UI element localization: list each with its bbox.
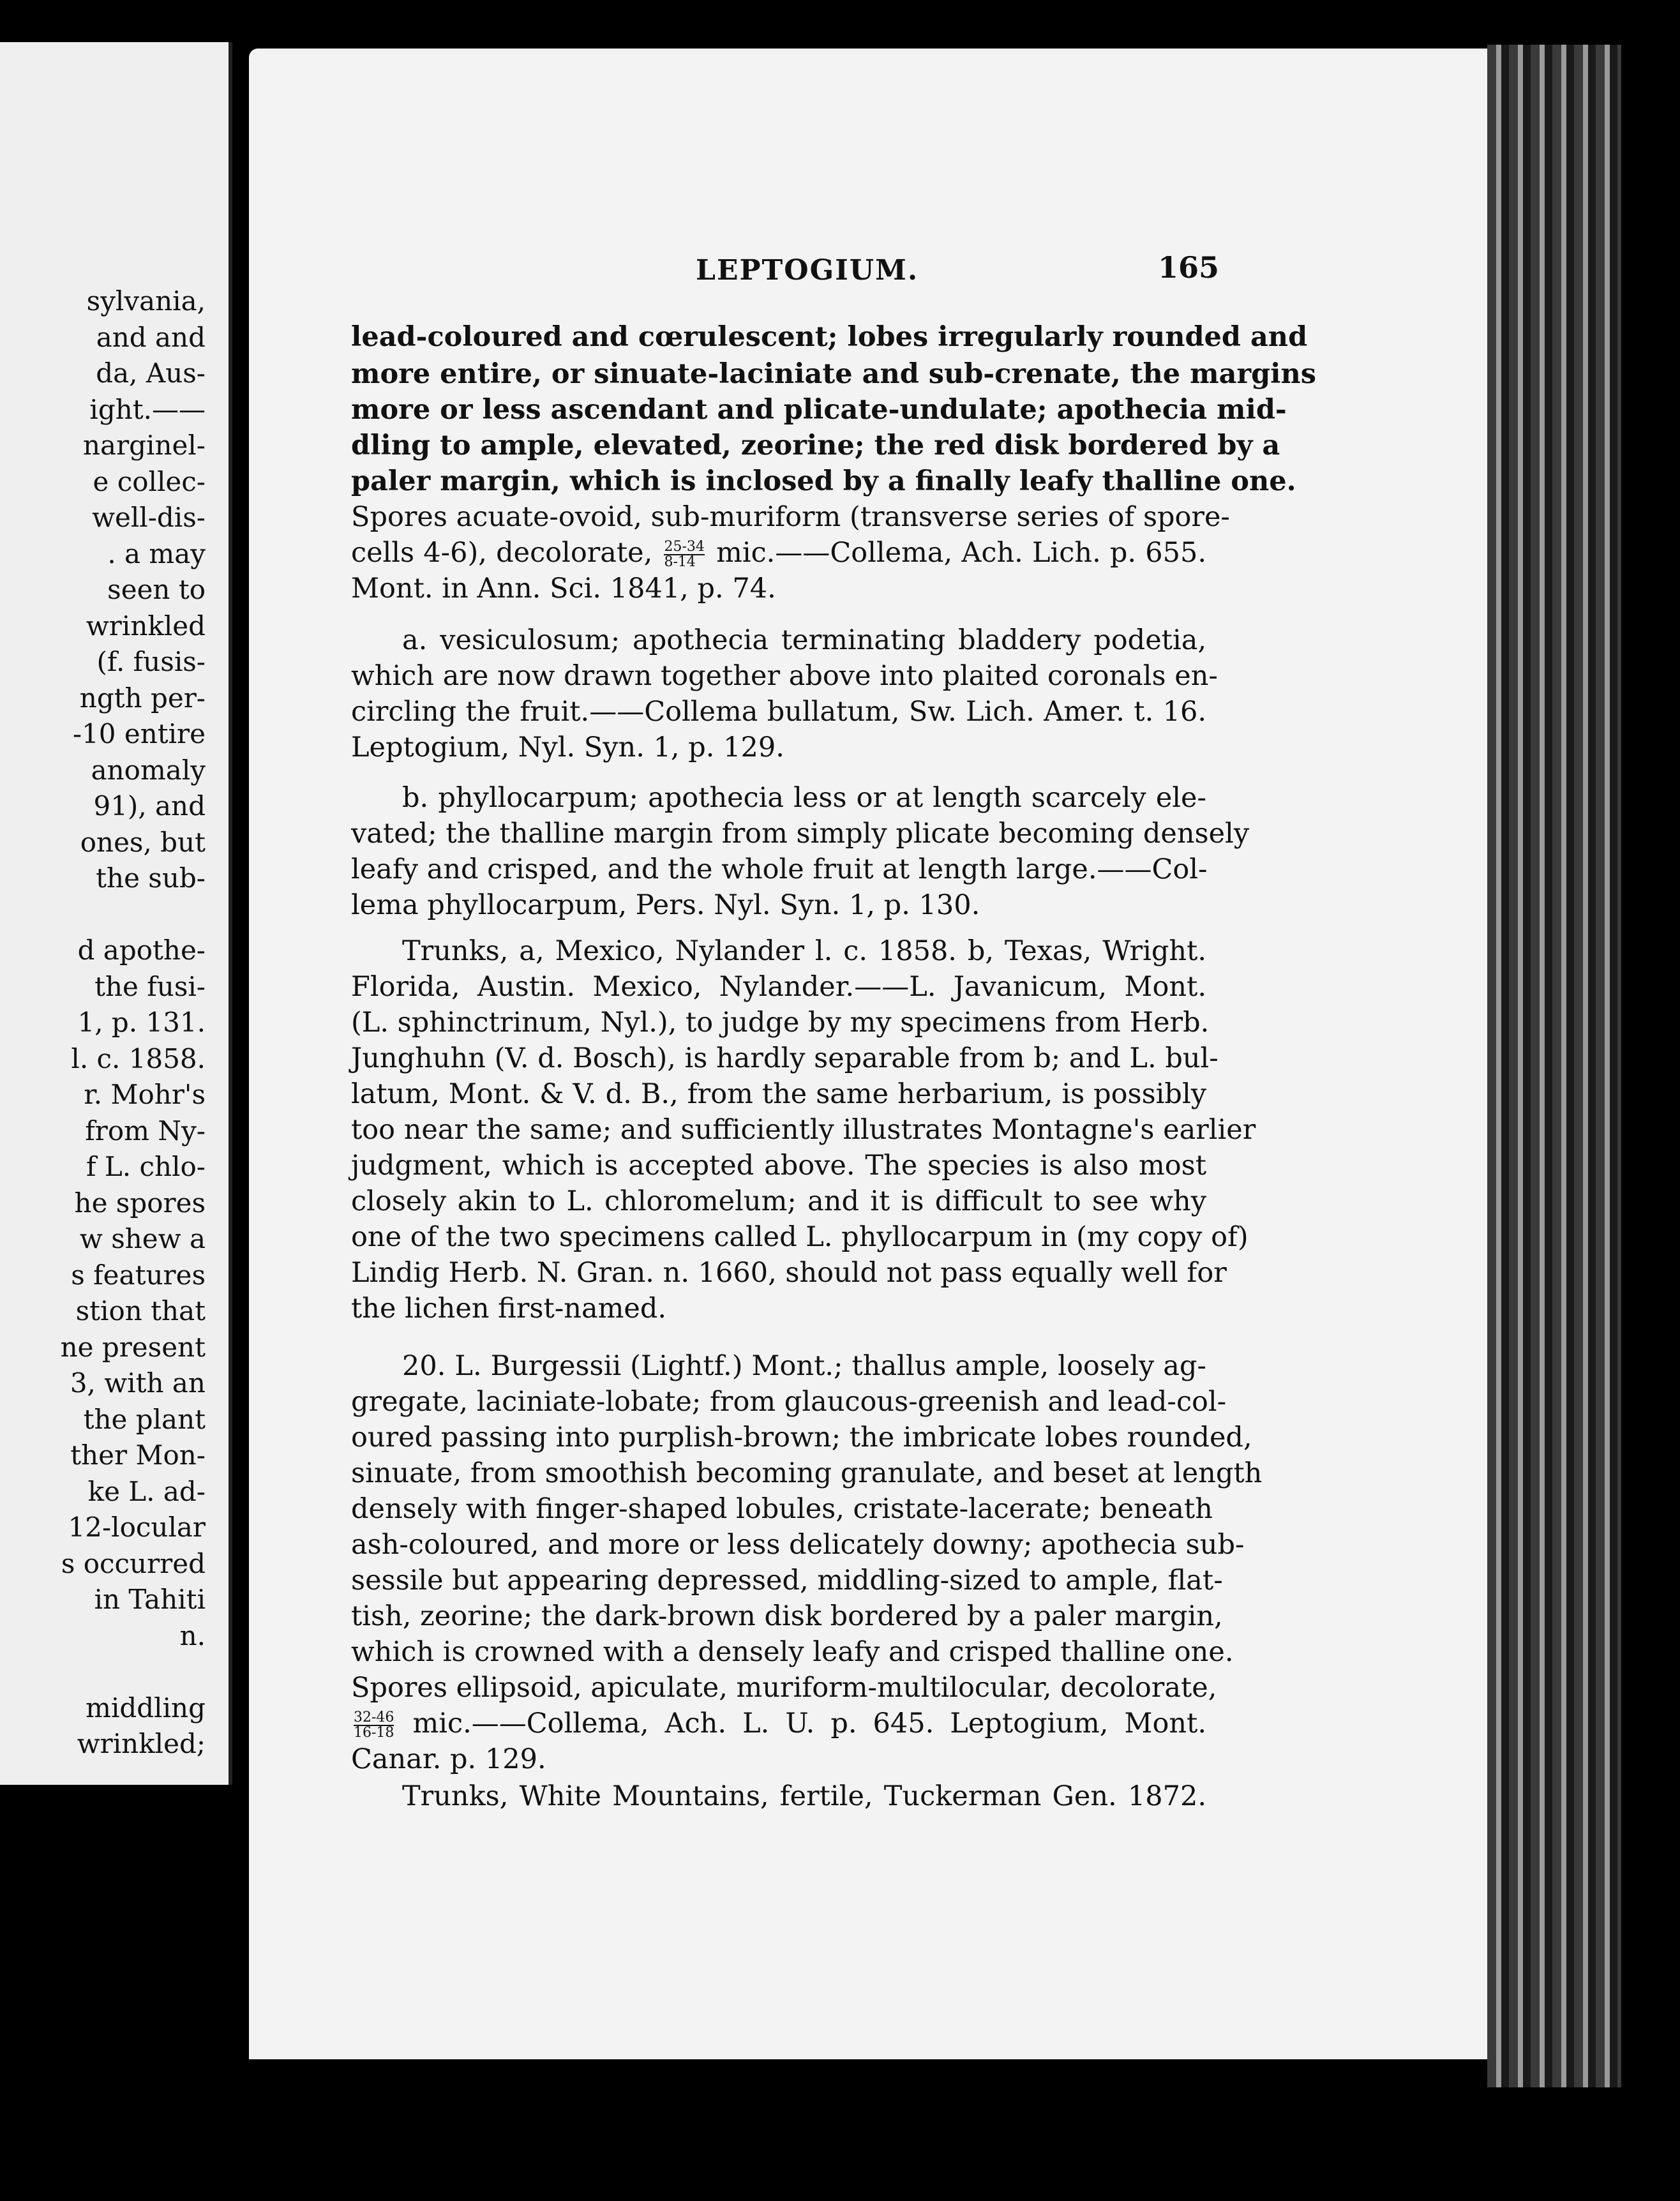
- page-edges: [1487, 45, 1621, 2087]
- left-page-line: and and: [96, 321, 206, 353]
- text-line: judgment, which is accepted above. The species is also most: [351, 1150, 1206, 1182]
- left-page-line: he spores: [74, 1187, 206, 1219]
- left-page-line: from Ny-: [85, 1115, 206, 1146]
- text-line: oured passing into purplish-brown; the imbricate lobes rounded,: [351, 1422, 1252, 1454]
- left-page-line: 1, p. 131.: [77, 1007, 206, 1038]
- text-line: densely with finger-shaped lobules, cristate-lacerate; beneath: [351, 1493, 1213, 1525]
- text-line: too near the same; and sufficiently illustrates Montagne's earlier: [351, 1114, 1256, 1146]
- spore-size-fraction: [354, 1711, 394, 1740]
- text-line: more entire, or sinuate-laciniate and sub-crenate, the margins: [351, 358, 1316, 390]
- left-page-line: da, Aus-: [96, 357, 206, 389]
- text-line: a. vesiculosum; apothecia terminating bladdery podetia,: [402, 624, 1206, 656]
- left-page-line: stion that: [75, 1295, 206, 1326]
- left-page-line: well-dis-: [92, 502, 206, 533]
- text-line: Florida, Austin. Mexico, Nylander.——L. Javanicum, Mont.: [351, 971, 1206, 1003]
- left-page-line: ne present: [60, 1331, 206, 1363]
- fraction-denominator: 16-18: [354, 1725, 394, 1741]
- left-page-line: ight.——: [89, 393, 206, 425]
- text-line: Lindig Herb. N. Gran. n. 1660, should not pass equally well for: [351, 1257, 1227, 1289]
- left-page-line: w shew a: [79, 1223, 206, 1254]
- left-page-line: in Tahiti: [94, 1584, 206, 1615]
- left-page-line: sylvania,: [86, 285, 206, 317]
- text-line: lema phyllocarpum, Pers. Nyl. Syn. 1, p. 130.: [351, 889, 980, 921]
- left-page-line: . a may: [107, 537, 206, 569]
- left-page-line: -10 entire: [72, 718, 206, 749]
- left-page-line: e collec-: [93, 465, 206, 497]
- fraction-numerator: 32-46: [354, 1709, 394, 1725]
- text-line-with-fraction: [351, 1706, 1206, 1741]
- text-line: closely akin to L. chloromelum; and it is difficult to see why: [351, 1185, 1206, 1217]
- text-line: Spores acuate-ovoid, sub-muriform (transverse series of spore-: [351, 501, 1230, 533]
- text-line: circling the fruit.——Collema bullatum, Sw. Lich. Amer. t. 16.: [351, 696, 1206, 728]
- left-page-line: 12-locular: [68, 1512, 206, 1543]
- left-page-line: (f. fusis-: [96, 646, 206, 677]
- text-line: ash-coloured, and more or less delicately downy; apothecia sub-: [351, 1529, 1245, 1561]
- text-line: tish, zeorine; the dark-brown disk bordered by a paler margin,: [351, 1600, 1223, 1632]
- text-line: dling to ample, elevated, zeorine; the red disk bordered by a: [351, 430, 1280, 462]
- text-line: one of the two specimens called L. phyllocarpum in (my copy of): [351, 1221, 1249, 1253]
- text-segment: mic.——Collema, Ach. Lich. p. 655.: [716, 537, 1206, 569]
- left-page-line: l. c. 1858.: [71, 1042, 206, 1074]
- left-page-line: s features: [71, 1259, 206, 1291]
- left-page-line: n.: [179, 1619, 206, 1651]
- text-line: lead-coloured and cœrulescent; lobes irregularly rounded and: [351, 321, 1308, 353]
- text-line: Trunks, a, Mexico, Nylander l. c. 1858. b, Texas, Wright.: [402, 935, 1206, 967]
- left-page-line: r. Mohr's: [84, 1079, 206, 1110]
- page-number: 165: [1158, 250, 1220, 285]
- text-line: sinuate, from smoothish becoming granulate, and beset at length: [351, 1457, 1263, 1489]
- text-line: which are now drawn together above into plaited coronals en-: [351, 660, 1218, 692]
- left-page-line: 91), and: [93, 790, 206, 822]
- text-line: Leptogium, Nyl. Syn. 1, p. 129.: [351, 732, 784, 763]
- text-line: sessile but appearing depressed, middling-sized to ample, flat-: [351, 1565, 1223, 1596]
- left-page-fragment: [0, 42, 232, 1785]
- left-page-line: ther Mon-: [70, 1439, 206, 1471]
- left-page-line: seen to: [107, 574, 206, 605]
- text-line-with-fraction: [351, 535, 1206, 571]
- text-line: latum, Mont. & V. d. B., from the same herbarium, is possibly: [351, 1078, 1206, 1110]
- text-line: vated; the thalline margin from simply plicate becoming densely: [351, 818, 1250, 850]
- left-page-line: ones, but: [80, 826, 206, 858]
- left-page-line: s occurred: [61, 1547, 206, 1579]
- left-page-line: ke L. ad-: [87, 1475, 206, 1507]
- left-page-line: ngth per-: [79, 682, 206, 714]
- left-page-line: wrinkled;: [77, 1728, 206, 1759]
- left-page-line: narginel-: [82, 430, 206, 461]
- text-line: which is crowned with a densely leafy and crisped thalline one.: [351, 1636, 1234, 1668]
- left-page-line: middling: [86, 1692, 206, 1724]
- text-line: Junghuhn (V. d. Bosch), is hardly separable from b; and L. bul-: [351, 1042, 1219, 1074]
- text-line: b. phyllocarpum; apothecia less or at length scarcely ele-: [402, 782, 1206, 814]
- left-page-line: 3, with an: [70, 1367, 206, 1399]
- left-page-line: f L. chlo-: [86, 1151, 206, 1182]
- text-line: more or less ascendant and plicate-undulate; apothecia mid-: [351, 394, 1287, 426]
- spore-size-fraction: [664, 540, 704, 569]
- text-line: leafy and crisped, and the whole fruit at length large.——Col-: [351, 853, 1208, 885]
- fraction-denominator: 8-14: [664, 554, 696, 570]
- left-page-line: anomaly: [91, 754, 206, 786]
- text-line: paler margin, which is inclosed by a finally leafy thalline one.: [351, 465, 1296, 497]
- text-line: (L. sphinctrinum, Nyl.), to judge by my specimens from Herb.: [351, 1007, 1210, 1039]
- text-line: gregate, laciniate-lobate; from glaucous-greenish and lead-col-: [351, 1386, 1227, 1418]
- left-page-line: the fusi-: [94, 970, 206, 1002]
- text-line: the lichen first-named.: [351, 1293, 667, 1325]
- text-segment: cells 4-6), decolorate,: [351, 537, 653, 569]
- left-page-line: the plant: [83, 1403, 206, 1435]
- text-line: Spores ellipsoid, apiculate, muriform-multilocular, decolorate,: [351, 1672, 1217, 1704]
- fraction-numerator: 25-34: [664, 539, 705, 555]
- text-segment: mic.——Collema, Ach. L. U. p. 645. Leptogium, Mont.: [412, 1708, 1206, 1739]
- text-line: 20. L. Burgessii (Lightf.) Mont.; thallus ample, loosely ag-: [402, 1350, 1206, 1382]
- text-line: Mont. in Ann. Sci. 1841, p. 74.: [351, 573, 776, 605]
- text-line: Canar. p. 129.: [351, 1743, 546, 1775]
- text-line: Trunks, White Mountains, fertile, Tuckerman Gen. 1872.: [402, 1780, 1206, 1812]
- running-head: LEPTOGIUM.: [696, 254, 919, 287]
- left-page-line: d apothe-: [77, 935, 206, 966]
- left-page-line: wrinkled: [86, 610, 206, 642]
- left-page-line: the sub-: [96, 862, 206, 894]
